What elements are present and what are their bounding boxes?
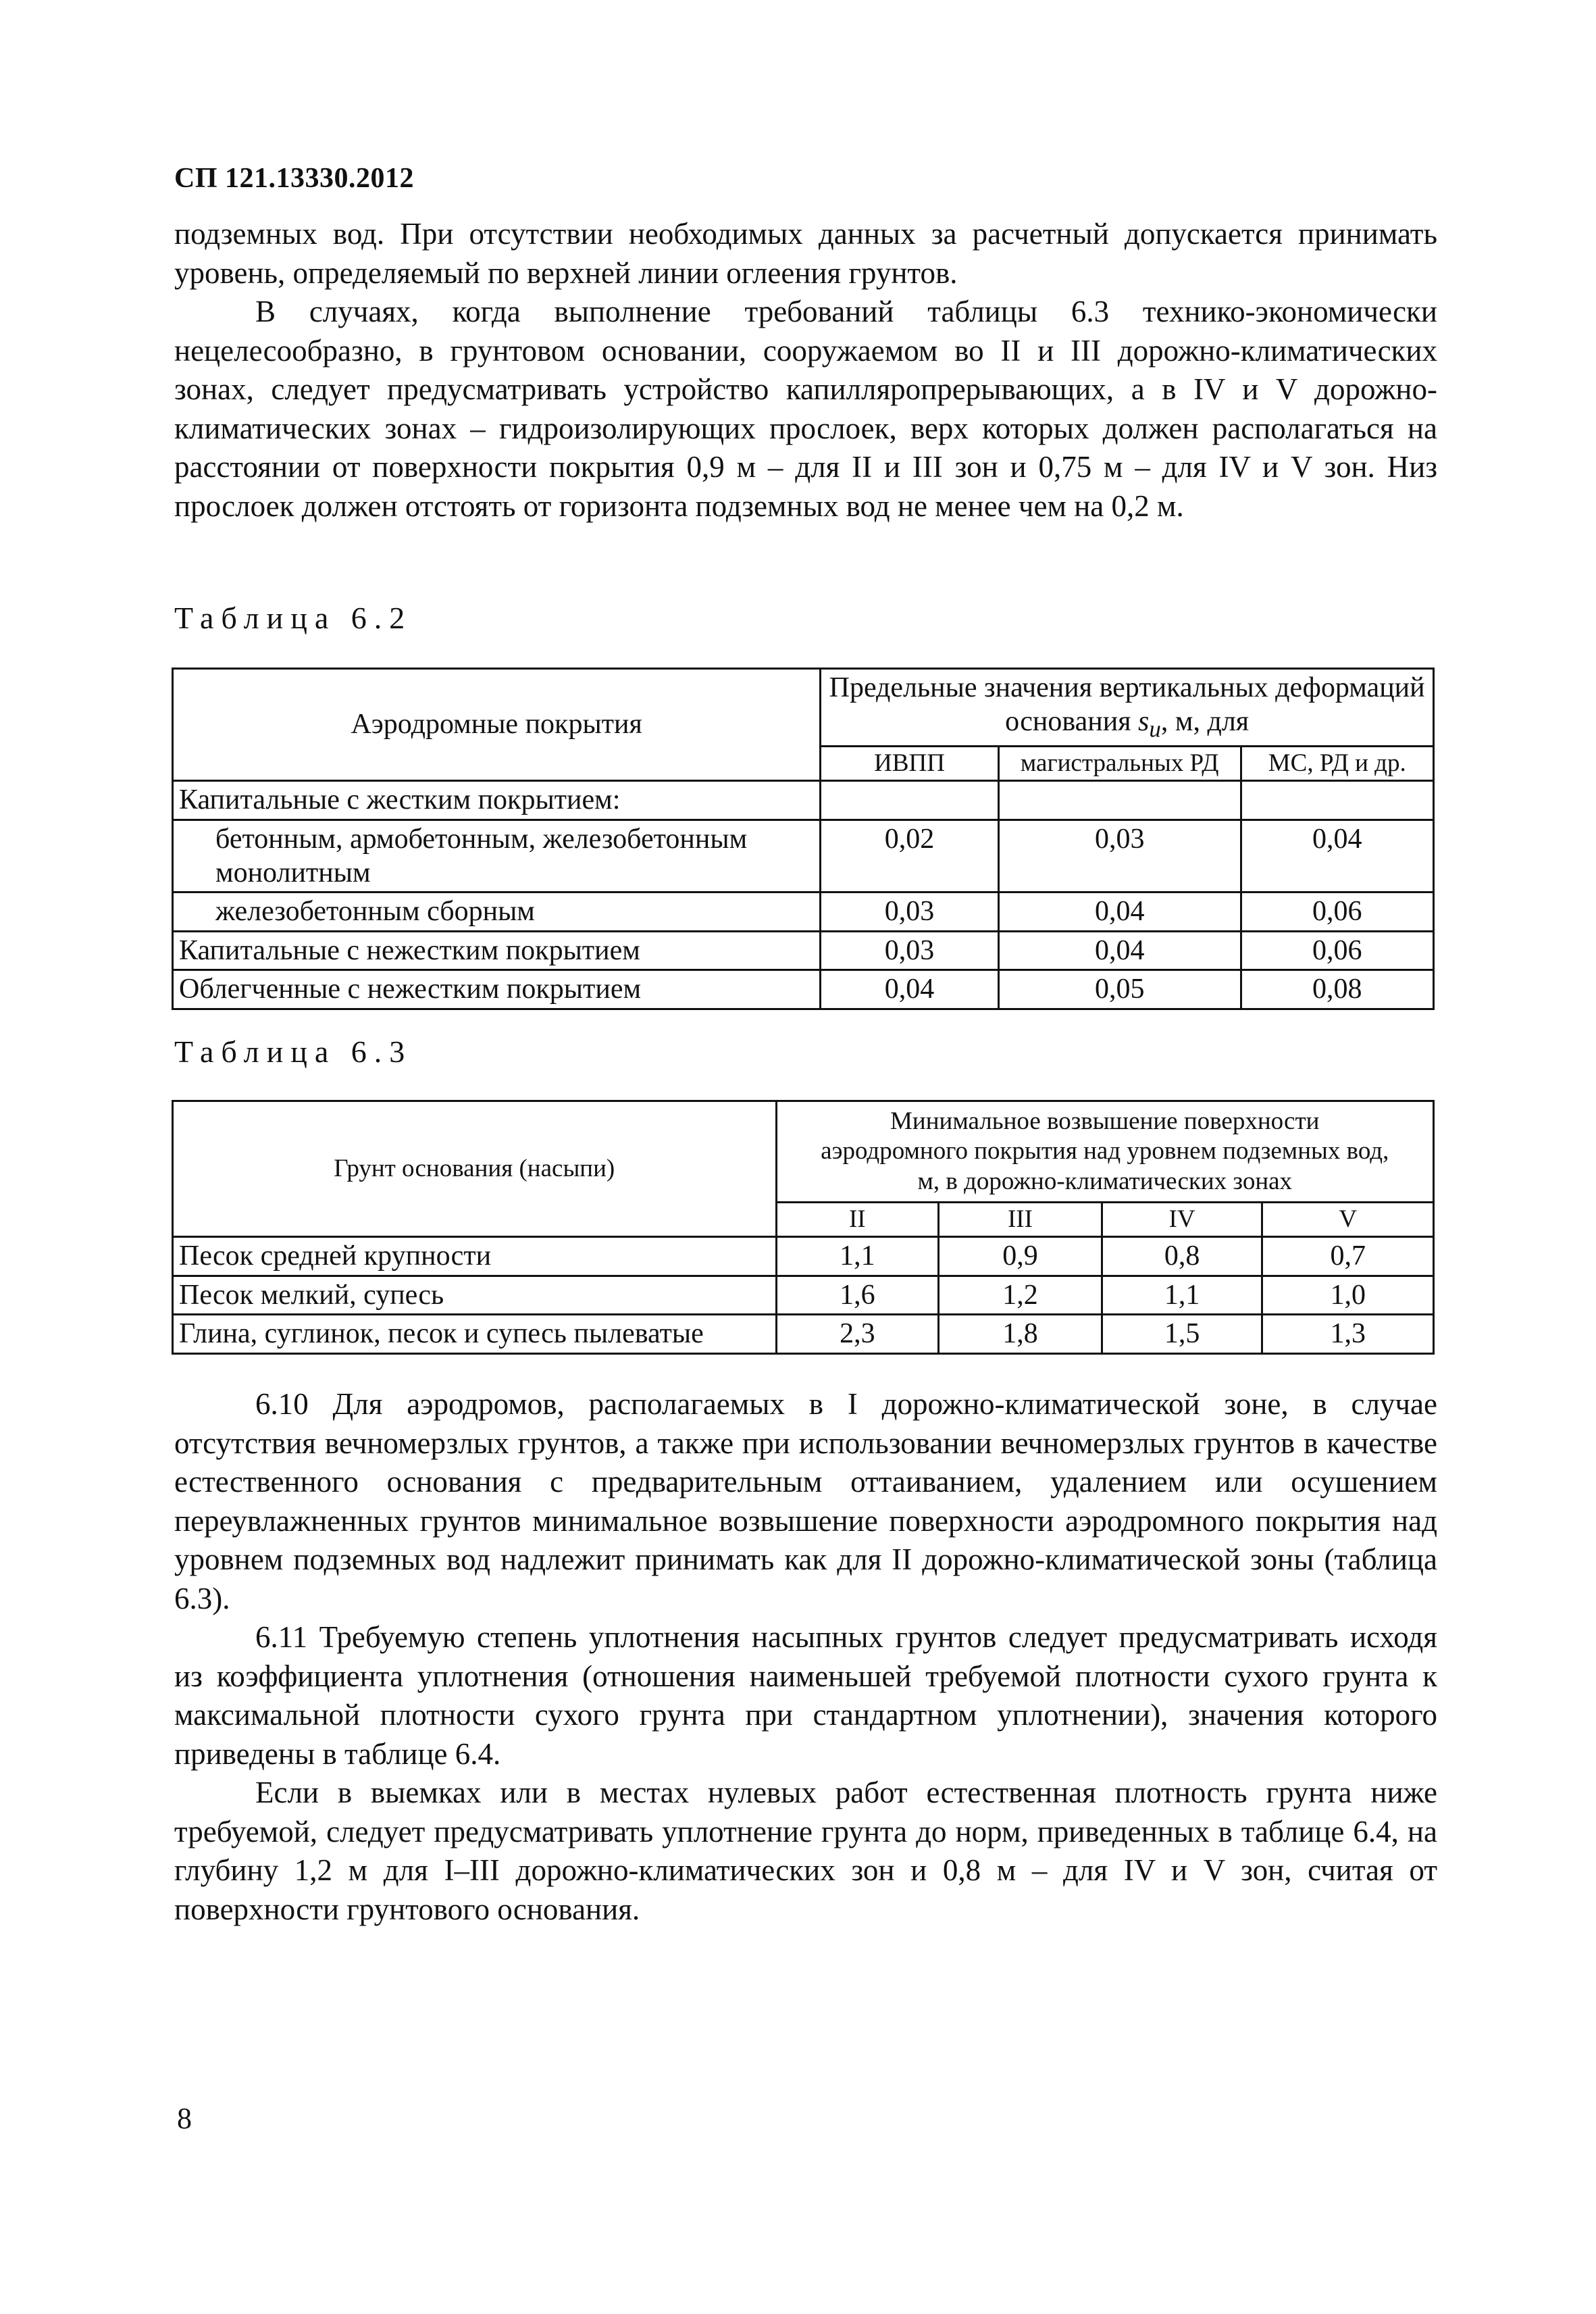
subheader-stands-taxiways: МС, РД и др. <box>1241 746 1433 780</box>
cell-value: 0,06 <box>1241 892 1433 931</box>
document-code: СП 121.13330.2012 <box>174 163 414 194</box>
cell-value: 0,04 <box>1241 820 1433 892</box>
table-6-3-caption: Таблица 6.3 <box>174 1034 413 1069</box>
table-6-2-caption: Таблица 6.2 <box>174 601 413 635</box>
header-symbol: s <box>1138 706 1150 738</box>
intro-text <box>174 215 1437 526</box>
table-6-3-header-soil: Грунт основания (насыпи) <box>173 1101 777 1237</box>
row-monolithic-label: бетонным, армобетонным, железобетонным монолитным <box>173 820 821 892</box>
table-row <box>173 1237 1434 1276</box>
body-text <box>174 1385 1437 1929</box>
intro-paragraph-1: подземных вод. При отсутствии необходимых данных за расчетный допускается принимать уровень, определяемый по верхней линии оглеения грунтов. <box>174 217 1437 290</box>
row-light-nonrigid-label: Облегченные с нежестким покрытием <box>173 970 821 1009</box>
zone-header: III <box>939 1203 1102 1237</box>
zone-header: II <box>776 1203 939 1237</box>
table-row <box>173 931 1434 970</box>
cell-value: 1,1 <box>1102 1276 1262 1314</box>
table-row <box>173 820 1434 892</box>
table-6-2-header-coverings: Аэродромные покрытия <box>173 669 821 781</box>
zone-header: IV <box>1102 1203 1262 1237</box>
row-capital-nonrigid-label: Капитальные с нежестким покрытием <box>173 931 821 970</box>
soil-label: Песок средней крупности <box>173 1237 777 1276</box>
table-row <box>173 1315 1434 1353</box>
paragraph-6-11: 6.11 Требуемую степень уплотнения насыпных грунтов следует предусматривать исходя из коэффициента уплотнения (отношения наименьшей требуемой плотности сухого грунта к максимальной плотности сухого грунта при стандартном уплотнении), значения которого приведены в таблице 6.4. <box>174 1620 1437 1771</box>
header-line-c: , м, для <box>1160 706 1250 738</box>
cell-value: 1,5 <box>1102 1315 1262 1353</box>
cell-value: 0,04 <box>998 892 1241 931</box>
cell-value: 0,03 <box>821 892 999 931</box>
cell-value: 0,8 <box>1102 1237 1262 1276</box>
cell-value: 0,03 <box>998 820 1241 892</box>
subheader-main-taxiways: магистральных РД <box>998 746 1241 780</box>
cell-value: 0,04 <box>998 931 1241 970</box>
cell-value: 0,9 <box>939 1237 1102 1276</box>
cell-value: 1,8 <box>939 1315 1102 1353</box>
page-number: 8 <box>177 2102 192 2135</box>
cell-value: 0,7 <box>1262 1237 1434 1276</box>
row-prefab-label: железобетонным сборным <box>173 892 821 931</box>
cell-value: 0,05 <box>998 970 1241 1009</box>
cell-value: 0,08 <box>1241 970 1433 1009</box>
cell-value: 0,04 <box>821 970 999 1009</box>
soil-label: Глина, суглинок, песок и супесь пылеватые <box>173 1315 777 1353</box>
table-6-3 <box>172 1100 1435 1355</box>
cell-value: 0,03 <box>821 931 999 970</box>
cell-value: 0,02 <box>821 820 999 892</box>
table-row <box>173 970 1434 1009</box>
header-symbol-subscript: u <box>1149 715 1161 743</box>
subheader-ivpp: ИВПП <box>821 746 999 780</box>
cell-value: 1,2 <box>939 1276 1102 1314</box>
header-line-b: основания <box>1005 706 1131 738</box>
cell-value: 1,0 <box>1262 1276 1434 1314</box>
table-row <box>173 1276 1434 1314</box>
table-6-3-header-min-elevation: Минимальное возвышение поверхности аэродромного покрытия над уровнем подземных вод, м, в дорожно-климатических зонах <box>776 1101 1434 1203</box>
soil-label: Песок мелкий, супесь <box>173 1276 777 1314</box>
table-6-2 <box>172 668 1435 1010</box>
cell-value: 1,6 <box>776 1276 939 1314</box>
table-6-2-header-limit-values <box>821 669 1434 747</box>
zone-header: V <box>1262 1203 1434 1237</box>
group-rigid-title: Капитальные с жестким покрытием: <box>173 781 821 820</box>
table-row <box>173 892 1434 931</box>
table-row <box>173 781 1434 820</box>
intro-paragraph-2: В случаях, когда выполнение требований таблицы 6.3 технико-экономически нецелесообразно, в грунтовом основании, сооружаемом во II и III дорожно-климатических зонах, следует предусматривать устройство капилляропрерывающих, а в IV и V дорожно-климатических зонах – гидроизолирующих прослоек, верх которых должен располагаться на расстоянии от поверхности покрытия 0,9 м – для II и III зон и 0,75 м – для IV и V зон. Низ прослоек должен отстоять от горизонта подземных вод не менее чем на 0,2 м. <box>174 295 1437 523</box>
paragraph-6-10: 6.10 Для аэродромов, располагаемых в I дорожно-климатической зоне, в случае отсутствия вечномерзлых грунтов, а также при использовании вечномерзлых грунтов в качестве естественного основания с предварительным оттаиванием, удалением или осушением переувлажненных грунтов минимальное возвышение поверхности аэродромного покрытия над уровнем подземных вод надлежит принимать как для II дорожно-климатической зоны (таблица 6.3). <box>174 1387 1437 1615</box>
cell-value: 0,06 <box>1241 931 1433 970</box>
cell-value: 1,1 <box>776 1237 939 1276</box>
cell-value: 1,3 <box>1262 1315 1434 1353</box>
paragraph-6-11-cont: Если в выемках или в местах нулевых работ естественная плотность грунта ниже требуемой, следует предусматривать уплотнение грунта до норм, приведенных в таблице 6.4, на глубину 1,2 м для I–III дорожно-климатических зон и 0,8 м – для IV и V зон, считая от поверхности грунтового основания. <box>174 1776 1437 1926</box>
header-line-a: Предельные значения вертикальных деформаций <box>829 672 1425 703</box>
cell-value: 2,3 <box>776 1315 939 1353</box>
